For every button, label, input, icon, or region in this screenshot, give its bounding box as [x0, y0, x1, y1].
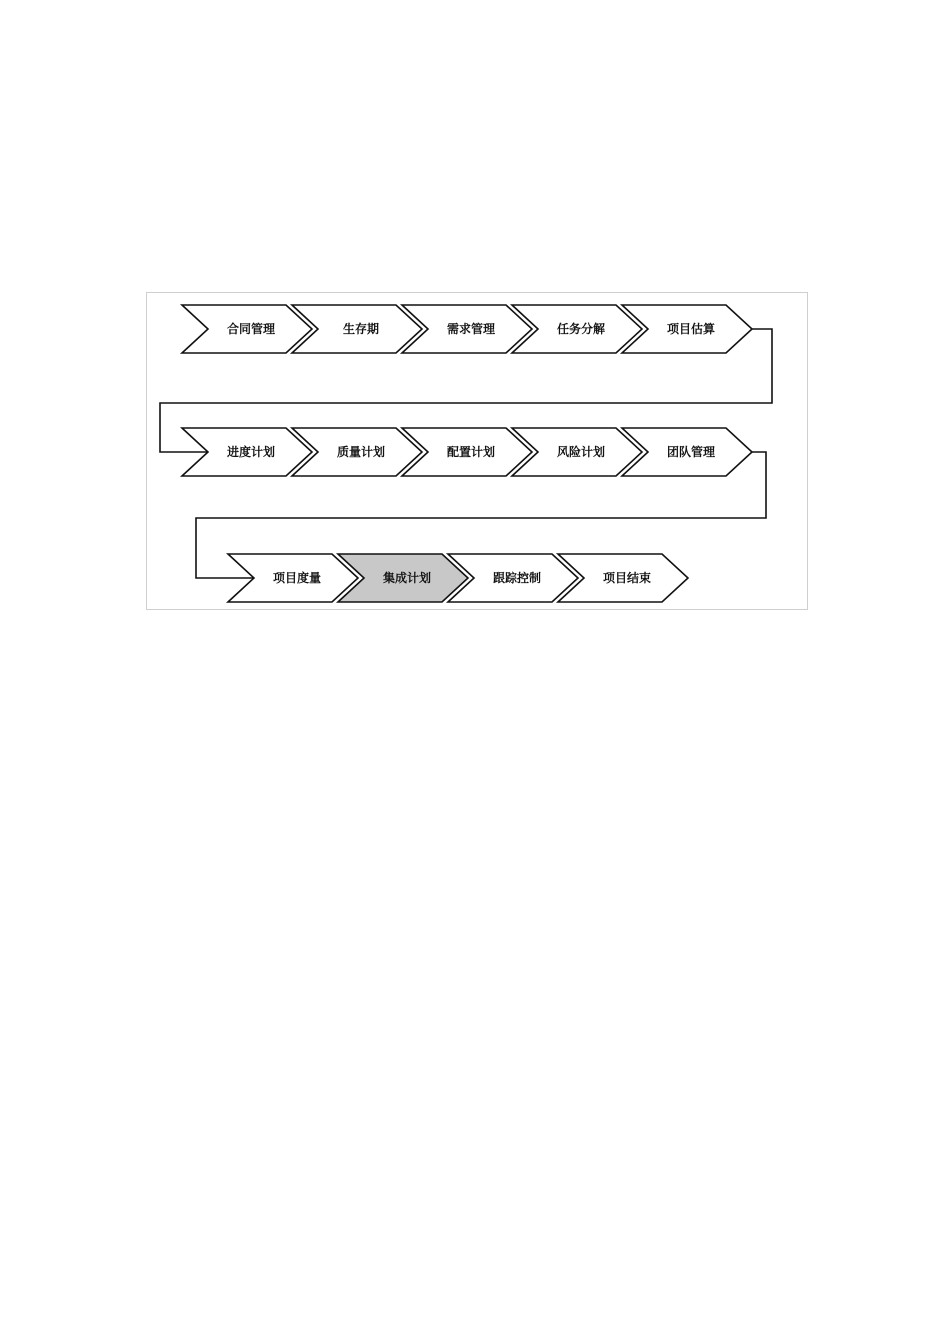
- roadmap-step-label: 风险计划: [556, 445, 606, 459]
- roadmap-step-label: 生存期: [342, 322, 380, 336]
- roadmap-step-label: 项目度量: [272, 571, 322, 585]
- roadmap-step-label: 跟踪控制: [492, 571, 542, 585]
- roadmap-step-label: 项目估算: [666, 322, 716, 336]
- roadmap-step-label: 集成计划: [382, 571, 432, 585]
- roadmap-step-label: 进度计划: [226, 445, 276, 459]
- roadmap-step-label: 质量计划: [336, 445, 386, 459]
- chapter-heading: [146, 114, 154, 151]
- roadmap-step-label: 任务分解: [556, 322, 606, 336]
- roadmap-step-label: 配置计划: [446, 445, 496, 459]
- roadmap-step-label: 项目结束: [602, 571, 652, 585]
- roadmap-step-label: 合同管理: [226, 322, 276, 336]
- roadmap-diagram: [146, 292, 808, 612]
- roadmap-step-label: 团队管理: [666, 445, 716, 459]
- roadmap-step-label: 需求管理: [446, 322, 496, 336]
